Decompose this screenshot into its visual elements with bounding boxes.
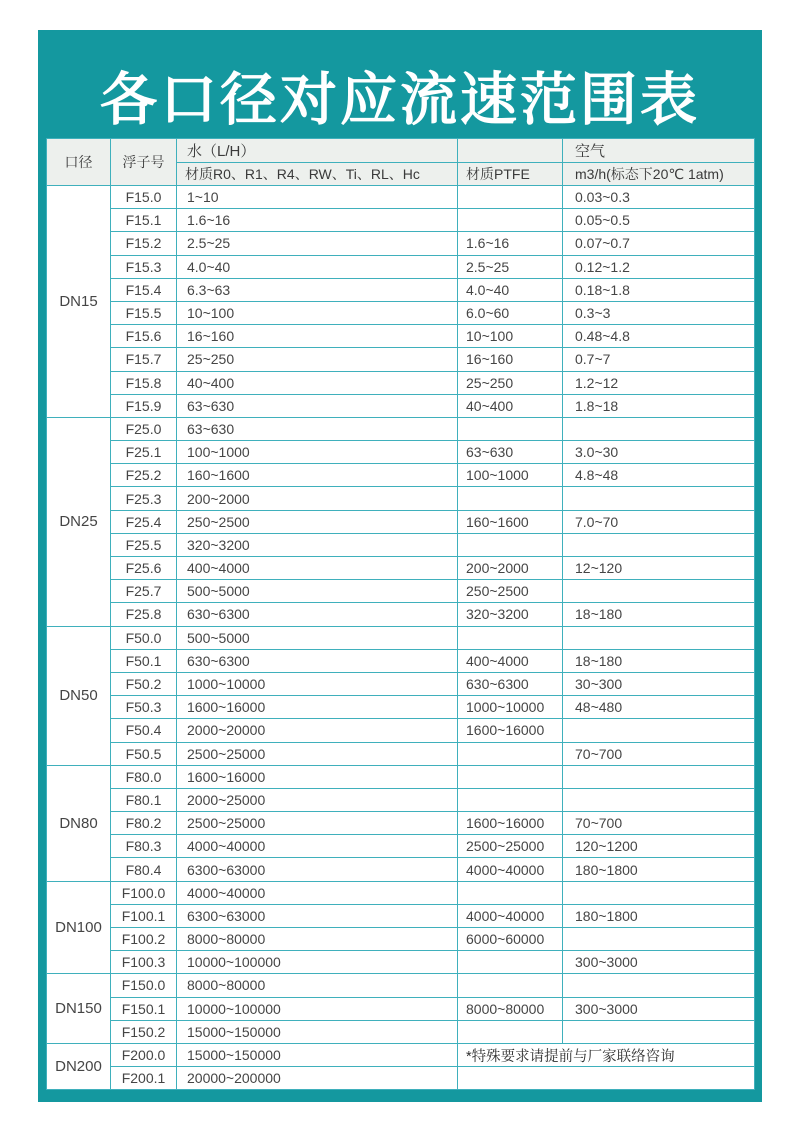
table-row (47, 788, 755, 811)
cell-water-range: 25~250 (177, 348, 458, 371)
cell-water-range: 20000~200000 (177, 1067, 458, 1090)
cell-float-number: F200.0 (111, 1043, 177, 1066)
flow-range-table (46, 138, 755, 1090)
table-row (47, 464, 755, 487)
teal-panel (38, 30, 762, 1102)
table-body (47, 186, 755, 1090)
cell-air-range: 4.8~48 (563, 464, 755, 487)
cell-water-range: 1~10 (177, 186, 458, 209)
header-air-unit: m3/h(标态下20℃ 1atm) (563, 163, 755, 186)
cell-float-number: F15.8 (111, 371, 177, 394)
cell-ptfe-range: 160~1600 (458, 510, 563, 533)
cell-float-number: F50.4 (111, 719, 177, 742)
cell-ptfe-range: 6.0~60 (458, 301, 563, 324)
cell-ptfe-range: 8000~80000 (458, 997, 563, 1020)
cell-water-range: 200~2000 (177, 487, 458, 510)
cell-water-range: 1600~16000 (177, 765, 458, 788)
cell-water-range: 10000~100000 (177, 951, 458, 974)
cell-float-number: F25.0 (111, 417, 177, 440)
cell-water-range: 2000~20000 (177, 719, 458, 742)
cell-ptfe-range (458, 186, 563, 209)
cell-water-range: 16~160 (177, 325, 458, 348)
cell-air-range (563, 974, 755, 997)
cell-diameter: DN80 (47, 765, 111, 881)
cell-float-number: F100.1 (111, 904, 177, 927)
cell-diameter: DN200 (47, 1043, 111, 1089)
cell-ptfe-range (458, 533, 563, 556)
cell-air-range: 0.48~4.8 (563, 325, 755, 348)
cell-water-range: 63~630 (177, 417, 458, 440)
cell-water-range: 630~6300 (177, 649, 458, 672)
cell-ptfe-range: 1.6~16 (458, 232, 563, 255)
cell-float-number: F80.1 (111, 788, 177, 811)
cell-air-range: 1.2~12 (563, 371, 755, 394)
cell-air-range: 180~1800 (563, 858, 755, 881)
cell-air-range: 0.12~1.2 (563, 255, 755, 278)
cell-air-range: 300~3000 (563, 951, 755, 974)
cell-water-range: 400~4000 (177, 557, 458, 580)
cell-ptfe-range: 40~400 (458, 394, 563, 417)
cell-water-range: 250~2500 (177, 510, 458, 533)
cell-water-range: 2500~25000 (177, 742, 458, 765)
cell-float-number: F15.4 (111, 278, 177, 301)
cell-float-number: F15.9 (111, 394, 177, 417)
table-row (47, 928, 755, 951)
table-row (47, 904, 755, 927)
table-row (47, 1043, 755, 1066)
table-row (47, 557, 755, 580)
cell-air-range: 7.0~70 (563, 510, 755, 533)
cell-float-number: F150.2 (111, 1020, 177, 1043)
cell-ptfe-range (458, 765, 563, 788)
cell-ptfe-range: 4000~40000 (458, 858, 563, 881)
cell-ptfe-range (458, 788, 563, 811)
cell-float-number: F200.1 (111, 1067, 177, 1090)
cell-water-range: 4.0~40 (177, 255, 458, 278)
cell-water-range: 500~5000 (177, 580, 458, 603)
cell-float-number: F100.0 (111, 881, 177, 904)
cell-float-number: F80.3 (111, 835, 177, 858)
cell-ptfe-range: 63~630 (458, 441, 563, 464)
table-row (47, 510, 755, 533)
cell-float-number: F15.5 (111, 301, 177, 324)
cell-water-range: 4000~40000 (177, 881, 458, 904)
cell-ptfe-range (458, 742, 563, 765)
cell-ptfe-range (458, 417, 563, 440)
cell-air-range: 18~180 (563, 649, 755, 672)
cell-water-range: 15000~150000 (177, 1043, 458, 1066)
table-row (47, 765, 755, 788)
cell-air-range (563, 719, 755, 742)
table-row (47, 394, 755, 417)
cell-float-number: F150.0 (111, 974, 177, 997)
cell-float-number: F15.7 (111, 348, 177, 371)
cell-ptfe-range (458, 209, 563, 232)
cell-float-number: F50.1 (111, 649, 177, 672)
cell-air-range (563, 533, 755, 556)
cell-float-number: F25.8 (111, 603, 177, 626)
table-row (47, 255, 755, 278)
header-ptfe-material: 材质PTFE (458, 163, 563, 186)
cell-float-number: F25.7 (111, 580, 177, 603)
cell-ptfe-range (458, 1020, 563, 1043)
cell-water-range: 2000~25000 (177, 788, 458, 811)
cell-float-number: F25.2 (111, 464, 177, 487)
table-row (47, 719, 755, 742)
cell-water-range: 2.5~25 (177, 232, 458, 255)
cell-float-number: F15.3 (111, 255, 177, 278)
cell-water-range: 10~100 (177, 301, 458, 324)
cell-ptfe-range (458, 951, 563, 974)
cell-ptfe-range: 250~2500 (458, 580, 563, 603)
cell-float-number: F25.3 (111, 487, 177, 510)
table-row (47, 278, 755, 301)
cell-ptfe-range: 6000~60000 (458, 928, 563, 951)
table-row (47, 325, 755, 348)
cell-ptfe-range: 400~4000 (458, 649, 563, 672)
table-row (47, 1020, 755, 1043)
cell-float-number: F80.2 (111, 812, 177, 835)
cell-air-range: 120~1200 (563, 835, 755, 858)
cell-water-range: 100~1000 (177, 441, 458, 464)
cell-water-range: 160~1600 (177, 464, 458, 487)
cell-ptfe-range (458, 974, 563, 997)
table-row (47, 997, 755, 1020)
cell-water-range: 10000~100000 (177, 997, 458, 1020)
cell-air-range: 3.0~30 (563, 441, 755, 464)
table-row (47, 649, 755, 672)
table-row (47, 417, 755, 440)
table-row (47, 742, 755, 765)
cell-diameter: DN25 (47, 417, 111, 626)
cell-ptfe-range: 16~160 (458, 348, 563, 371)
cell-ptfe-range: 1600~16000 (458, 719, 563, 742)
cell-float-number: F50.3 (111, 696, 177, 719)
cell-air-range: 12~120 (563, 557, 755, 580)
cell-float-number: F15.2 (111, 232, 177, 255)
cell-ptfe-range: 200~2000 (458, 557, 563, 580)
table-row (47, 348, 755, 371)
cell-air-range (563, 928, 755, 951)
cell-float-number: F80.4 (111, 858, 177, 881)
cell-water-range: 8000~80000 (177, 928, 458, 951)
cell-air-range: 30~300 (563, 672, 755, 695)
cell-air-range (563, 417, 755, 440)
cell-air-range: 180~1800 (563, 904, 755, 927)
cell-air-range: 300~3000 (563, 997, 755, 1020)
page-title: 各口径对应流速范围表 (100, 68, 700, 132)
cell-air-range: 18~180 (563, 603, 755, 626)
table-row (47, 186, 755, 209)
cell-diameter: DN50 (47, 626, 111, 765)
table-row (47, 441, 755, 464)
cell-float-number: F100.2 (111, 928, 177, 951)
cell-air-range (563, 881, 755, 904)
cell-water-range: 320~3200 (177, 533, 458, 556)
cell-air-range: 70~700 (563, 812, 755, 835)
cell-water-range: 2500~25000 (177, 812, 458, 835)
cell-water-range: 4000~40000 (177, 835, 458, 858)
cell-ptfe-range: 25~250 (458, 371, 563, 394)
cell-water-range: 63~630 (177, 394, 458, 417)
cell-float-number: F80.0 (111, 765, 177, 788)
cell-air-range (563, 487, 755, 510)
table-row (47, 835, 755, 858)
table-row (47, 301, 755, 324)
cell-diameter: DN150 (47, 974, 111, 1044)
cell-float-number: F15.1 (111, 209, 177, 232)
cell-air-range: 0.3~3 (563, 301, 755, 324)
cell-float-number: F15.6 (111, 325, 177, 348)
cell-ptfe-range: 4.0~40 (458, 278, 563, 301)
cell-air-range: 0.03~0.3 (563, 186, 755, 209)
cell-diameter: DN15 (47, 186, 111, 418)
cell-float-number: F25.5 (111, 533, 177, 556)
cell-float-number: F15.0 (111, 186, 177, 209)
cell-water-range: 6300~63000 (177, 904, 458, 927)
cell-ptfe-range: 10~100 (458, 325, 563, 348)
table-row (47, 974, 755, 997)
table-row (47, 371, 755, 394)
cell-water-range: 6300~63000 (177, 858, 458, 881)
cell-air-range: 1.8~18 (563, 394, 755, 417)
cell-float-number: F50.2 (111, 672, 177, 695)
cell-air-range (563, 626, 755, 649)
cell-ptfe-range: 100~1000 (458, 464, 563, 487)
cell-ptfe-range: 320~3200 (458, 603, 563, 626)
cell-float-number: F100.3 (111, 951, 177, 974)
cell-water-range: 1.6~16 (177, 209, 458, 232)
cell-air-range (563, 1020, 755, 1043)
cell-diameter: DN100 (47, 881, 111, 974)
table-row (47, 1067, 755, 1090)
cell-air-range: 70~700 (563, 742, 755, 765)
table-row (47, 603, 755, 626)
cell-air-range: 48~480 (563, 696, 755, 719)
cell-water-range: 1000~10000 (177, 672, 458, 695)
table-row (47, 232, 755, 255)
cell-float-number: F50.0 (111, 626, 177, 649)
cell-float-number: F50.5 (111, 742, 177, 765)
header-air-label: 空气 (563, 139, 755, 163)
cell-float-number: F150.1 (111, 997, 177, 1020)
table-row (47, 580, 755, 603)
cell-float-number: F25.1 (111, 441, 177, 464)
cell-air-range: 0.18~1.8 (563, 278, 755, 301)
cell-water-range: 15000~150000 (177, 1020, 458, 1043)
cell-air-range: 0.07~0.7 (563, 232, 755, 255)
cell-water-range: 8000~80000 (177, 974, 458, 997)
cell-air-range: 0.7~7 (563, 348, 755, 371)
cell-air-range (563, 580, 755, 603)
cell-ptfe-range (458, 881, 563, 904)
cell-air-range (563, 788, 755, 811)
cell-float-number: F25.4 (111, 510, 177, 533)
cell-note (458, 1067, 755, 1090)
cell-water-range: 40~400 (177, 371, 458, 394)
table-row (47, 626, 755, 649)
cell-ptfe-range (458, 626, 563, 649)
cell-ptfe-range (458, 487, 563, 510)
cell-float-number: F25.6 (111, 557, 177, 580)
cell-ptfe-range: 1600~16000 (458, 812, 563, 835)
header-diameter: 口径 (47, 139, 111, 186)
header-empty-cell (458, 139, 563, 163)
cell-air-range (563, 765, 755, 788)
header-water-label: 水（L/H） (177, 139, 458, 163)
table-row (47, 858, 755, 881)
cell-note: *特殊要求请提前与厂家联络咨询 (458, 1043, 755, 1066)
table-row (47, 209, 755, 232)
cell-ptfe-range: 630~6300 (458, 672, 563, 695)
cell-ptfe-range: 4000~40000 (458, 904, 563, 927)
table-row (47, 812, 755, 835)
cell-ptfe-range: 1000~10000 (458, 696, 563, 719)
cell-ptfe-range: 2500~25000 (458, 835, 563, 858)
cell-water-range: 1600~16000 (177, 696, 458, 719)
table-row (47, 696, 755, 719)
cell-water-range: 500~5000 (177, 626, 458, 649)
table-row (47, 951, 755, 974)
flow-range-table-wrapper (46, 138, 754, 1090)
table-row (47, 881, 755, 904)
table-row (47, 672, 755, 695)
table-row (47, 533, 755, 556)
header-float-number: 浮子号 (111, 139, 177, 186)
cell-water-range: 6.3~63 (177, 278, 458, 301)
cell-water-range: 630~6300 (177, 603, 458, 626)
table-row (47, 487, 755, 510)
cell-air-range: 0.05~0.5 (563, 209, 755, 232)
header-water-material: 材质R0、R1、R4、RW、Ti、RL、Hc (177, 163, 458, 186)
table-header (47, 139, 755, 186)
cell-ptfe-range: 2.5~25 (458, 255, 563, 278)
